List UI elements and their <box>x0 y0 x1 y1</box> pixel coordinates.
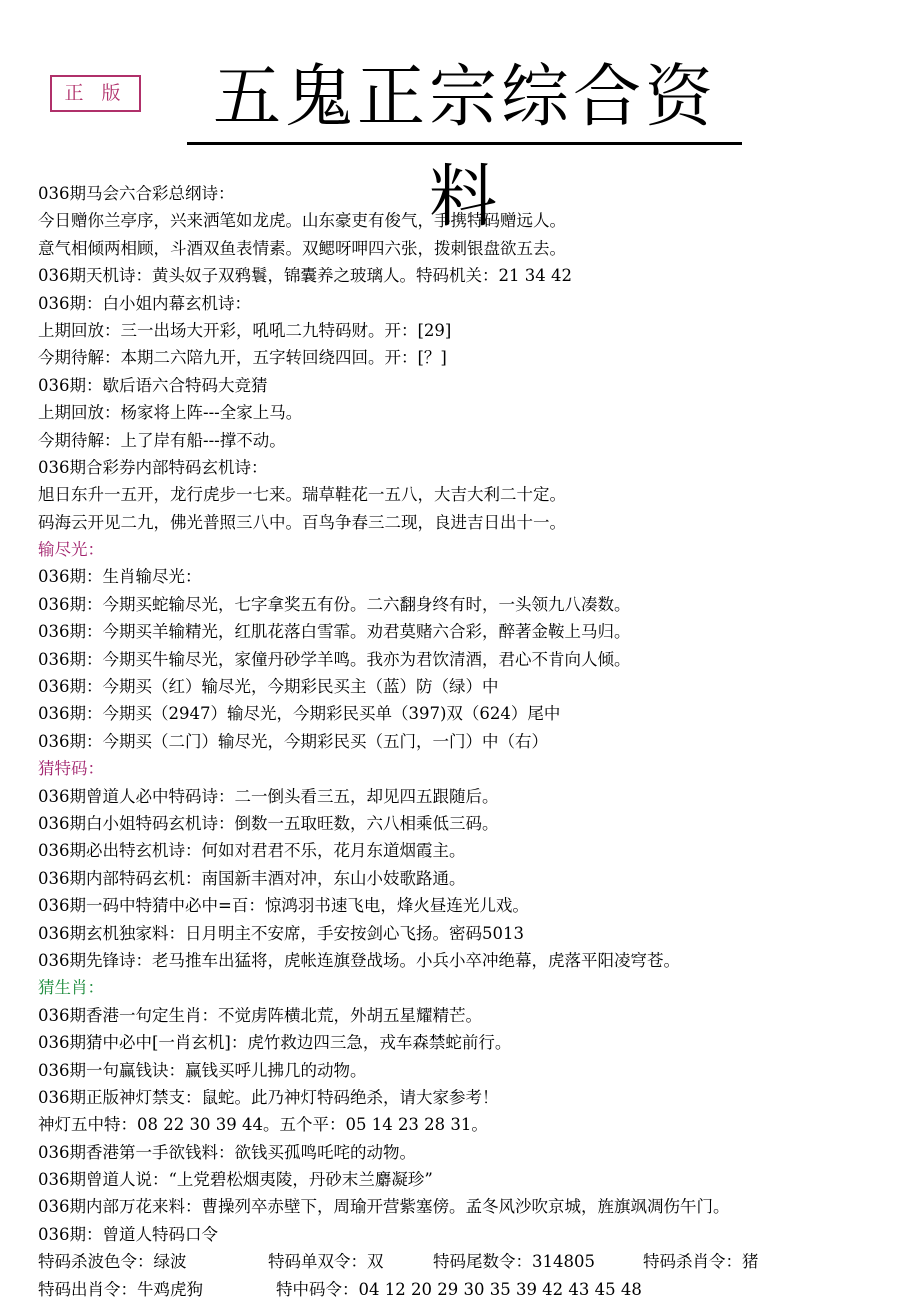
text-line: 036期：今期买（红）输尽光，今期彩民买主（蓝）防（绿）中 <box>38 677 499 697</box>
text-line: 036期曾道人说：“上党碧松烟夷陵，丹砂末兰麝凝珍” <box>38 1170 433 1190</box>
text-line: 036期先锋诗：老马推车出猛将，虎帐连旗登战场。小兵小卒冲绝幕，虎落平阳凌穹苍。 <box>38 950 680 970</box>
text-line: 036期：曾道人特码口令 <box>38 1224 218 1244</box>
text-line: 今期待解：本期二六陪九开，五字转回绕四回。开：[？] <box>38 348 447 368</box>
text-line: 036期：今期买（二门）输尽光，今期彩民买（五门，一门）中（右） <box>38 731 548 751</box>
text-line: 036期：今期买羊输精光，红肌花落白雪霏。劝君莫赌六合彩，醉著金鞍上马归。 <box>38 622 631 642</box>
text-line: 036期：今期买（2947）输尽光，今期彩民买单（397)双（624）尾中 <box>38 704 561 724</box>
authentic-badge: 正 版 <box>50 75 141 112</box>
text-line: 码海云开见二九，佛光普照三八中。百鸟争春三二现，良进吉日出十一。 <box>38 512 566 532</box>
text-line: 036期：歇后语六合特码大竞猜 <box>38 375 268 395</box>
text-line: 意气相倾两相顾，斗酒双鱼表情素。双鳃呀呷四六张，拨刺银盘欲五去。 <box>38 238 566 258</box>
text-line: 036期内部万花来料：曹操列卒赤壁下，周瑜开营紫塞傍。孟冬风沙吹京城，旌旗飒凋伤午门。 <box>38 1197 730 1217</box>
text-line: 036期：今期买蛇输尽光，七字拿奖五有份。二六翻身终有时，一头领九八凑数。 <box>38 594 631 614</box>
text-line: 上期回放：杨家将上阵---全家上马。 <box>38 403 303 423</box>
code-item: 特码单双令：双 <box>268 1252 384 1272</box>
code-item: 特码出肖令：牛鸡虎狗 <box>38 1279 203 1299</box>
text-line: 036期猜中必中[一肖玄机]：虎竹救边四三急，戎车森禁蛇前行。 <box>38 1033 512 1053</box>
code-row-2 <box>38 1276 888 1303</box>
text-line: 036期：白小姐内幕玄机诗： <box>38 293 251 313</box>
text-line: 036期香港第一手欲钱料：欲钱买孤鸣吒咤的动物。 <box>38 1142 416 1162</box>
text-line: 旭日东升一五开，龙行虎步一七来。瑞草鞋花一五八，大吉大利二十定。 <box>38 485 566 505</box>
text-line: 036期：今期买牛输尽光，家僮丹砂学羊鸣。我亦为君饮清酒，君心不肯向人倾。 <box>38 649 631 669</box>
code-item: 特码杀肖令：猪 <box>643 1252 759 1272</box>
text-line: 036期曾道人必中特码诗：二一倒头看三五，却见四五跟随后。 <box>38 786 499 806</box>
text-line: 036期内部特码玄机：南国新丰酒对冲，东山小妓歌路通。 <box>38 868 466 888</box>
text-line: 036期马会六合彩总纲诗： <box>38 184 235 203</box>
text-line: 036期合彩券内部特码玄机诗： <box>38 457 268 477</box>
section-heading: 猜特码： <box>38 759 104 779</box>
text-line: 036期必出特玄机诗：何如对君君不乐，花月东道烟霞主。 <box>38 841 466 861</box>
content-body <box>38 180 888 1303</box>
code-item: 特码尾数令：314805 <box>433 1252 595 1272</box>
text-line: 036期一码中特猜中必中=百：惊鸿羽书速飞电，烽火昼连光儿戏。 <box>38 896 529 916</box>
text-line: 今期待解：上了岸有船---撑不动。 <box>38 430 286 450</box>
text-line: 036期香港一句定生肖：不觉虏阵横北荒，外胡五星耀精芒。 <box>38 1005 482 1025</box>
text-line: 神灯五中特：08 22 30 39 44。五个平：05 14 23 28 31。 <box>38 1115 488 1135</box>
text-line: 036期：生肖输尽光： <box>38 567 202 587</box>
code-item: 特中码令：04 12 20 29 30 35 39 42 43 45 48 <box>276 1279 642 1299</box>
text-line: 今日赠你兰亭序，兴来洒笔如龙虎。山东豪吏有俊气，手携特码赠远人。 <box>38 211 566 231</box>
text-line: 036期天机诗：黄头奴子双鸦鬟，锦囊养之玻璃人。特码机关：21 34 42 <box>38 266 572 286</box>
title-underline <box>187 142 742 145</box>
text-line: 036期一句赢钱诀：赢钱买呼儿拂几的动物。 <box>38 1060 367 1080</box>
code-item: 特码杀波色令：绿波 <box>38 1252 187 1272</box>
text-line: 036期正版神灯禁支：鼠蛇。此乃神灯特码绝杀，请大家参考！ <box>38 1087 499 1107</box>
code-row-1 <box>38 1248 888 1275</box>
text-line: 036期玄机独家料：日月明主不安席，手安按剑心飞扬。密码5013 <box>38 923 524 943</box>
section-heading: 猜生肖： <box>38 978 104 998</box>
text-line: 上期回放：三一出场大开彩，吼吼二九特码财。开：[29] <box>38 320 452 340</box>
page-title: 五鬼正宗综合资料 <box>212 58 717 237</box>
section-heading: 输尽光： <box>38 540 104 560</box>
text-line: 036期白小姐特码玄机诗：倒数一五取旺数，六八相乘低三码。 <box>38 813 499 833</box>
